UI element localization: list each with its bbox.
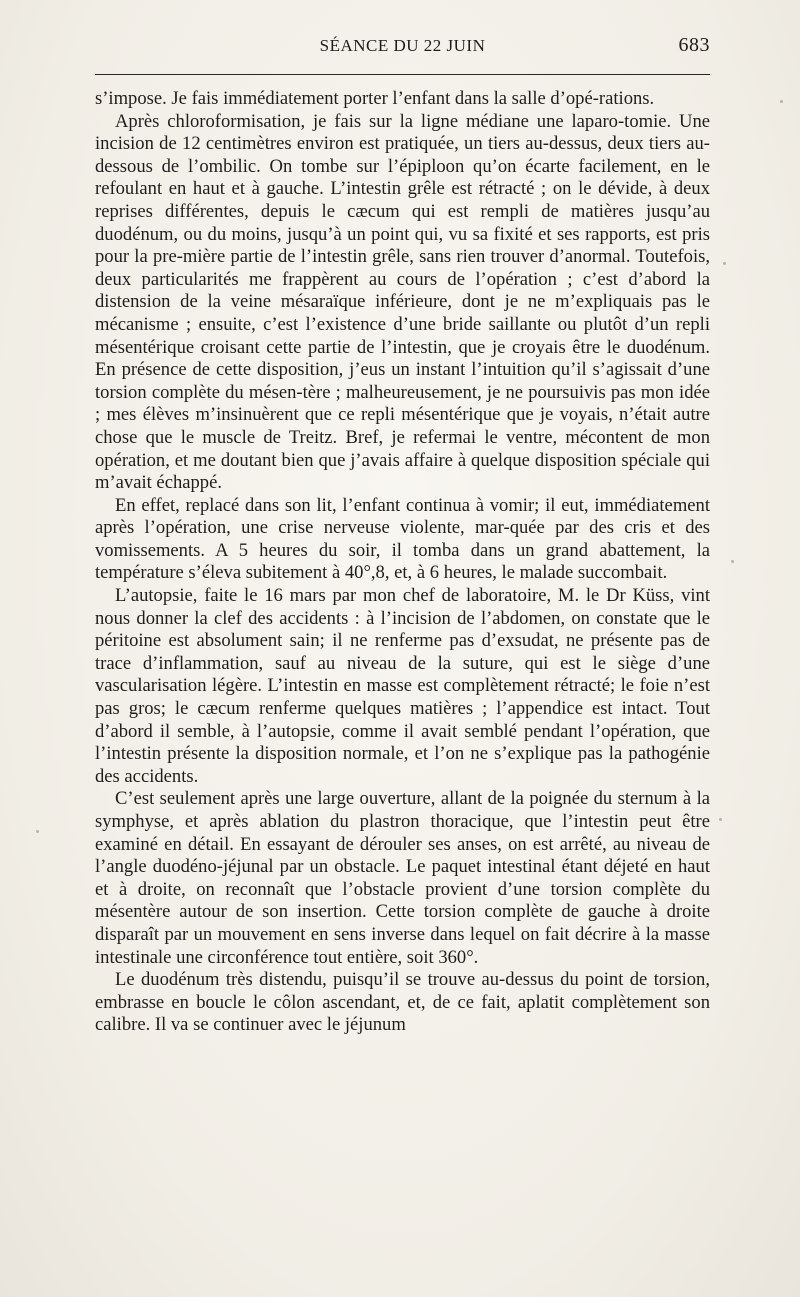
paragraph: En effet, replacé dans son lit, l’enfant continua à vomir; il eut, immédiatement après l’opération, une crise nerveuse violente, mar-quée par des cris et des vomissements. A 5 heures du soir, il tomba dans un grand abattement, la température s’éleva subitement à 40°,8, et, à 6 heures, le malade succombait. [95, 494, 710, 584]
header-title: SÉANCE DU 22 JUIN [319, 36, 486, 55]
paragraph: Après chloroformisation, je fais sur la ligne médiane une laparo-tomie. Une incision de 12 centimètres environ est pratiquée, un tiers au-dessus, deux tiers au-dessous de l’ombilic. On tombe sur l’épiploon qu’on écarte facilement, en le refoulant en haut et à gauche. L’intestin grêle est rétracté ; on le dévide, à deux reprises différentes, depuis le cæcum qui est rempli de matières jusqu’au duodénum, ou du moins, jusqu’à un point qui, vu sa fixité et ses rapports, est pris pour la pre-mière partie de l’intestin grêle, sans rien trouver d’anormal. Toutefois, deux particularités me frappèrent au cours de l’opération ; c’est d’abord la distension de la veine mésaraïque inférieure, dont je ne m’expliquais pas le mécanisme ; ensuite, c’est l’existence d’une bride saillante ou plutôt d’un repli mésentérique croisant cette partie de l’intestin, que je croyais être le duodénum. En présence de cette disposition, j’eus un instant l’intuition qu’il s’agissait d’une torsion complète du mésen-tère ; malheureusement, je ne poursuivis pas mon idée ; mes élèves m’insinuèrent que ce repli mésentérique que je voyais, n’était autre chose que le muscle de Treitz. Bref, je refermai le ventre, mécontent de mon opération, et me doutant bien que j’avais affaire à quelque disposition spéciale qui m’avait échappé. [95, 110, 710, 494]
paragraph: s’impose. Je fais immédiatement porter l’enfant dans la salle d’opé-rations. [95, 88, 655, 109]
page-number: 683 [678, 34, 710, 56]
paragraph: C’est seulement après une large ouverture, allant de la poignée du sternum à la symphyse, et après ablation du plastron thoracique, que l’intestin peut être examiné en détail. En essayant de dérouler ses anses, on est arrêté, au niveau de l’angle duodéno-jéjunal par un obstacle. Le paquet intestinal étant déjeté en haut et à droite, on reconnaît que l’obstacle provient d’une torsion complète du mésentère autour de son insertion. Cette torsion complète de gauche à droite disparaît par un mouvement en sens inverse dans lequel on fait décrire à la masse intestinale une circonférence tout entière, soit 360°. [95, 788, 710, 968]
body-text [95, 88, 710, 1037]
scan-speck [723, 262, 726, 265]
scan-speck [36, 830, 39, 833]
header-rule [95, 74, 710, 75]
scan-speck [780, 100, 783, 103]
paragraph: Le duodénum très distendu, puisqu’il se trouve au-dessus du point de torsion, embrasse en boucle le côlon ascendant, et, de ce fait, aplatit complètement son calibre. Il va se continuer avec le jéjunum [95, 969, 710, 1036]
paragraph: L’autopsie, faite le 16 mars par mon chef de laboratoire, M. le Dr Küss, vint nous donner la clef des accidents : à l’incision de l’abdomen, on constate que le péritoine est absolument sain; il ne renferme pas d’exsudat, ne présente pas de trace d’inflammation, sauf au niveau de la suture, qui est le siège d’une vascularisation légère. L’intestin en masse est complètement rétracté; le foie n’est pas gros; le cæcum renferme quelques matières ; l’appendice est intact. Tout d’abord il semble, à l’autopsie, comme il avait semblé pendant l’opération, que l’intestin présente la disposition normale, et l’on ne s’explique pas la pathogénie des accidents. [95, 585, 710, 787]
scan-speck [719, 818, 722, 821]
scan-speck [731, 560, 734, 563]
running-header [95, 36, 710, 64]
